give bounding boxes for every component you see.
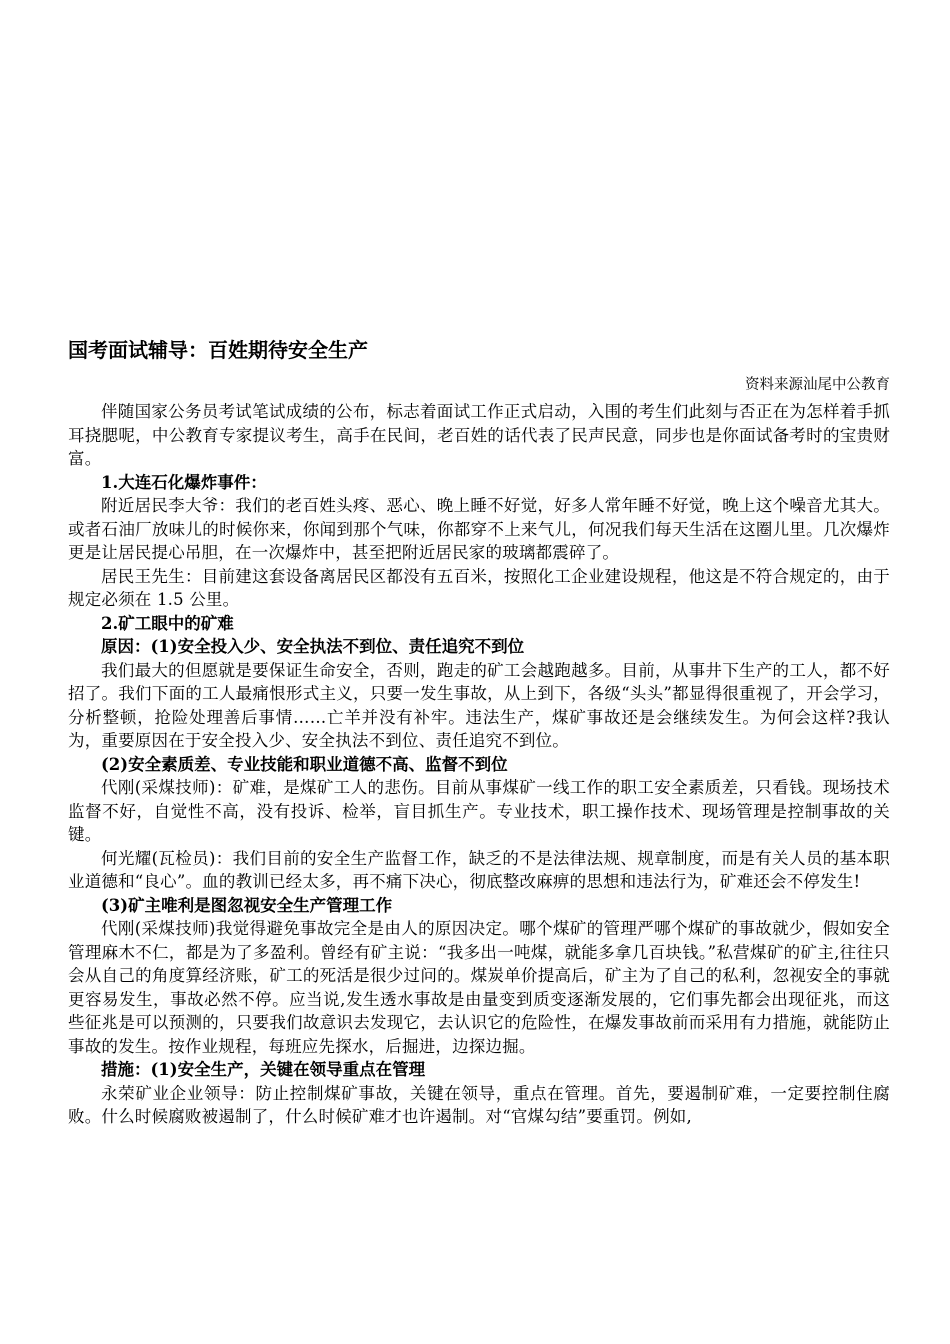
paragraph-cause-2-daigang: 代刚(采煤技师)：矿难，是煤矿工人的悲伤。目前从事煤矿一线工作的职工安全素质差，只看钱。现场技术监督不好，自觉性不高，没有投诉、检举，盲目抓生产。专业技术，职工操作技术、现场管理是控制事故的关键。 [68,778,890,844]
subheading-cause-1: 原因：(1)安全投入少、安全执法不到位、责任追究不到位 [101,637,525,656]
paragraph-cause-2-heguangyao: 何光耀(瓦检员)：我们目前的安全生产监督工作，缺乏的不是法律法规、规章制度，而是有关人员的基本职业道德和“良心”。血的教训已经太多，再不痛下决心，彻底整改麻痹的思想和违法行为，矿难还会不停发生! [68,848,890,891]
intro-paragraph: 伴随国家公务员考试笔试成绩的公布，标志着面试工作正式启动，入围的考生们此刻与否正在为怎样着手抓耳挠腮呢，中公教育专家提议考生，高手在民间，老百姓的话代表了民声民意，同步也是你面试备考时的宝贵财富。 [68,402,890,468]
section-heading-dalian: 1.大连石化爆炸事件： [101,472,267,492]
subheading-measure-1: 措施：(1)安全生产，关键在领导重点在管理 [101,1060,426,1079]
article-source: 资料来源汕尾中公教育 [745,377,890,393]
document-page [68,336,890,1129]
paragraph-resident-li: 附近居民李大爷：我们的老百姓头疼、恶心、晚上睡不好觉，好多人常年睡不好觉，晚上这个噪音尤其大。或者石油厂放味儿的时候你来，你闻到那个气味，你都穿不上来气儿，何况我们每天生活在这圈儿里。几次爆炸更是让居民提心吊胆，在一次爆炸中，甚至把附近居民家的玻璃都震碎了。 [68,496,890,562]
subheading-cause-3: (3)矿主唯利是图忽视安全生产管理工作 [101,895,393,915]
subheading-cause-2: (2)安全素质差、专业技能和职业道德不高、监督不到位 [101,754,508,774]
paragraph-cause-1: 我们最大的但愿就是要保证生命安全，否则，跑走的矿工会越跑越多。目前，从事井下生产的工人，都不好招了。我们下面的工人最痛恨形式主义，只要一发生事故，从上到下，各级“头头”都显得很重视了，开会学习，分析整顿，抢险处理善后事情……亡羊并没有补牢。违法生产，煤矿事故还是会继续发生。为何会这样?我认为，重要原因在于安全投入少、安全执法不到位、责任追究不到位。 [68,660,890,750]
paragraph-measure-1: 永荣矿业企业领导：防止控制煤矿事故，关键在领导，重点在管理。首先，要遏制矿难，一定要控制住腐败。什么时候腐败被遏制了，什么时候矿难才也许遏制。对“官煤勾结”要重罚。例如, [68,1083,890,1126]
article-title: 国考面试辅导：百姓期待安全生产 [68,338,368,362]
paragraph-resident-wang: 居民王先生：目前建这套设备离居民区都没有五百米，按照化工企业建设规程，他这是不符合规定的，由于规定必须在 1.5 公里。 [68,566,890,609]
paragraph-cause-3: 代刚(采煤技师)我觉得避免事故完全是由人的原因决定。哪个煤矿的管理严哪个煤矿的事故就少，假如安全管理麻木不仁，都是为了多盈利。曾经有矿主说：“我多出一吨煤，就能多拿几百块钱。”私营煤矿的矿主,往往只会从自己的角度算经济账，矿工的死活是很少过问的。煤炭单价提高后，矿主为了自己的私利，忽视安全的事就更容易发生，事故必然不停。应当说,发生透水事故是由量变到质变逐渐发展的，它们事先都会出现征兆，而这些征兆是可以预测的，只要我们故意识去发现它，去认识它的危险性，在爆发事故前而采用有力措施，就能防止事故的发生。按作业规程，每班应先探水，后掘进，边探边掘。 [68,919,890,1056]
section-heading-mine: 2.矿工眼中的矿难 [101,613,234,633]
